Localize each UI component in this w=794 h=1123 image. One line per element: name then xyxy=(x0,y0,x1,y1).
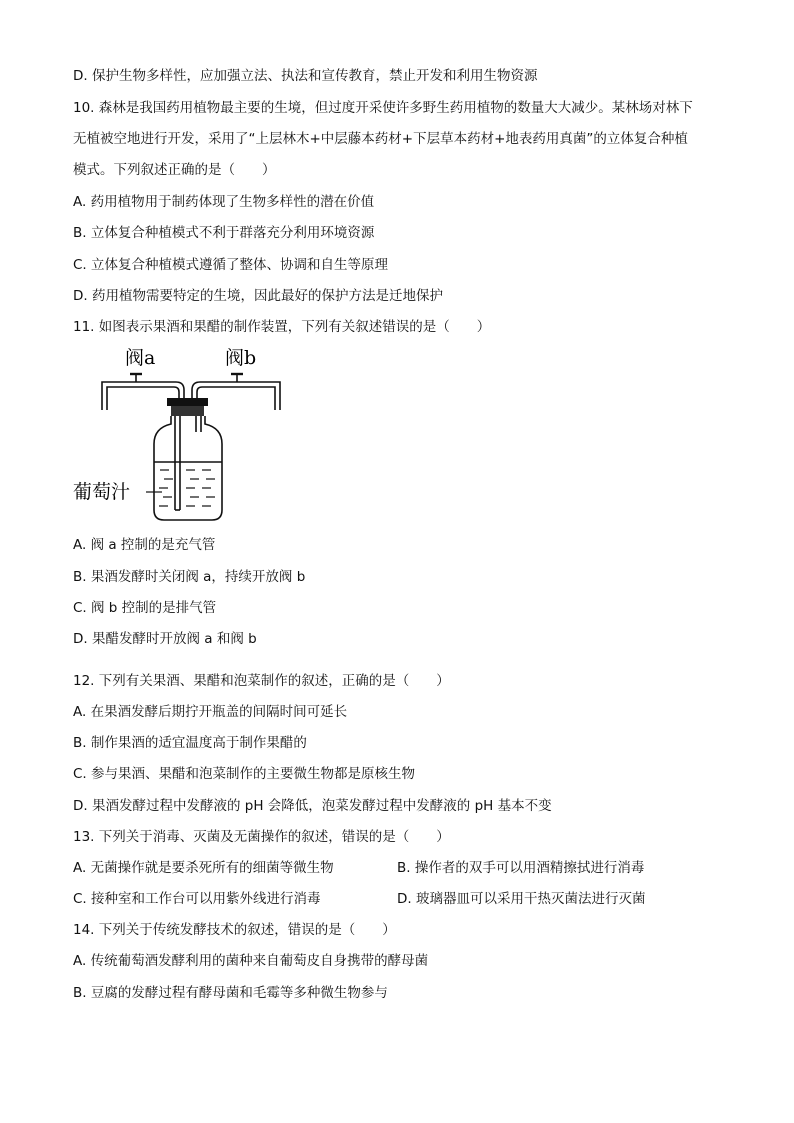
bottle-stopper xyxy=(167,398,208,406)
q10-option-c: C. 立体复合种植模式遵循了整体、协调和自生等原理 xyxy=(73,257,389,273)
q11-option-c: C. 阀 b 控制的是排气管 xyxy=(73,600,217,616)
grape-juice-liquid xyxy=(159,470,215,506)
q12-option-d: D. 果酒发酵过程中发酵液的 pH 会降低，泡菜发酵过程中发酵液的 pH 基本不变 xyxy=(73,798,552,814)
q10-option-b: B. 立体复合种植模式不利于群落充分利用环境资源 xyxy=(73,225,375,241)
q13-option-d: D. 玻璃器皿可以采用干热灭菌法进行灭菌 xyxy=(397,891,646,907)
q11-option-b: B. 果酒发酵时关闭阀 a，持续开放阀 b xyxy=(73,569,306,585)
q12-option-b: B. 制作果酒的适宜温度高于制作果醋的 xyxy=(73,735,307,751)
bottle-outline xyxy=(154,416,222,520)
q10-option-a: A. 药用植物用于制药体现了生物多样性的潜在价值 xyxy=(73,194,375,210)
grape-juice-label: 葡萄汁 xyxy=(73,481,131,503)
fermentation-apparatus-diagram xyxy=(70,340,300,525)
q12-stem: 12. 下列有关果酒、果醋和泡菜制作的叙述，正确的是（ ） xyxy=(73,673,450,689)
q12-option-a: A. 在果酒发酵后期拧开瓶盖的间隔时间可延长 xyxy=(73,704,348,720)
valve-a-label: 阀a xyxy=(125,347,156,369)
q9-option-d: D. 保护生物多样性，应加强立法、执法和宣传教育，禁止开发和利用生物资源 xyxy=(73,68,538,84)
q11-stem: 11. 如图表示果酒和果醋的制作装置，下列有关叙述错误的是（ ） xyxy=(73,319,491,335)
q10-option-d: D. 药用植物需要特定的生境，因此最好的保护方法是迁地保护 xyxy=(73,288,443,304)
q13-stem: 13. 下列关于消毒、灭菌及无菌操作的叙述，错误的是（ ） xyxy=(73,829,450,845)
q13-option-a: A. 无菌操作就是要杀死所有的细菌等微生物 xyxy=(73,860,334,876)
q14-option-b: B. 豆腐的发酵过程有酵母菌和毛霉等多种微生物参与 xyxy=(73,985,388,1001)
q14-stem: 14. 下列关于传统发酵技术的叙述，错误的是（ ） xyxy=(73,922,396,938)
q10-stem-line1: 10. 森林是我国药用植物最主要的生境，但过度开采使许多野生药用植物的数量大大减少。某林场对林下 xyxy=(73,100,693,116)
q10-stem-line3: 模式。下列叙述正确的是（ ） xyxy=(73,162,276,178)
q11-option-a: A. 阀 a 控制的是充气管 xyxy=(73,537,216,553)
q11-option-d: D. 果醋发酵时开放阀 a 和阀 b xyxy=(73,631,257,647)
q10-stem-line2: 无植被空地进行开发，采用了“上层林木+中层藤本药材+下层草本药材+地表药用真菌”的立体复合种植 xyxy=(73,131,688,147)
q14-option-a: A. 传统葡萄酒发酵利用的菌种来自葡萄皮自身携带的酵母菌 xyxy=(73,953,429,969)
q13-option-c: C. 接种室和工作台可以用紫外线进行消毒 xyxy=(73,891,321,907)
valve-b-label: 阀b xyxy=(225,347,257,369)
q13-option-b: B. 操作者的双手可以用酒精擦拭进行消毒 xyxy=(397,860,645,876)
q12-option-c: C. 参与果酒、果醋和泡菜制作的主要微生物都是原核生物 xyxy=(73,766,416,782)
